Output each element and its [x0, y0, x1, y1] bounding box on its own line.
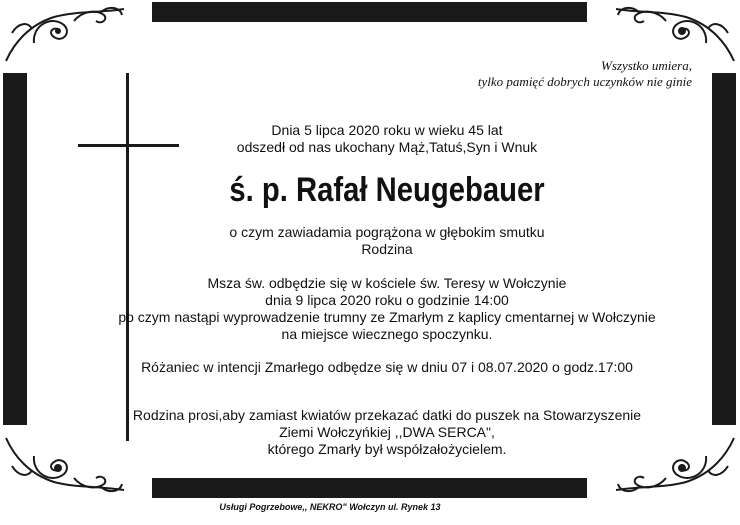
donation-request: [112, 407, 662, 458]
mass-line-1: Msza św. odbędzie się w kościele św. Teresy w Wołczynie: [207, 275, 567, 291]
announcement-line-2: odszedł od nas ukochany Mąż,Tatuś,Syn i Wnuk: [236, 139, 538, 155]
deceased-name: ś. p. Rafał Neugebauer: [229, 171, 545, 209]
family-notice: [112, 224, 662, 258]
rosary-info: Różaniec w intencji Zmarłego odbędze się w dniu 07 i 08.07.2020 o godz.17:00: [141, 359, 633, 375]
right-black-bar: [712, 73, 736, 425]
bottom-black-bar: [152, 478, 587, 498]
mass-line-4: na miejsce wiecznego spoczynku.: [281, 326, 493, 342]
request-line-3: którego Zmarły był współzałożycielem.: [267, 441, 507, 457]
family-line-1: o czym zawiadamia pogrążona w głębokim smutku: [229, 224, 545, 240]
bottom-left-ornament: [4, 436, 129, 496]
mass-info: [112, 275, 662, 343]
quote-line-1: Wszystko umiera,: [601, 58, 692, 73]
top-right-ornament: [611, 3, 736, 63]
announcement: [112, 122, 662, 156]
top-left-ornament: [4, 3, 129, 63]
request-line-1: Rodzina prosi,aby zamiast kwiatów przekazać datki do puszek na Stowarzyszenie: [132, 407, 642, 423]
mass-line-3: po czym nastąpi wyprowadzenie trumny ze Zmarłym z kaplicy cmentarnej w Wołczynie: [118, 309, 656, 325]
announcement-line-1: Dnia 5 lipca 2020 roku w wieku 45 lat: [271, 122, 503, 138]
funeral-home-footer: Usługi Pogrzebowe,, NEKRO" Wołczyn ul. Rynek 13: [219, 502, 441, 512]
top-black-bar: [152, 2, 587, 22]
quote-line-2: tylko pamięć dobrych uczynków nie ginie: [477, 74, 692, 89]
request-line-2: Ziemi Wołczyńkiej ,,DWA SERCA",: [279, 424, 495, 440]
family-line-2: Rodzina: [361, 241, 413, 257]
epigraph-quote: [478, 58, 692, 90]
left-black-bar: [3, 73, 27, 425]
mass-line-2: dnia 9 lipca 2020 roku o godzinie 14:00: [265, 292, 509, 308]
